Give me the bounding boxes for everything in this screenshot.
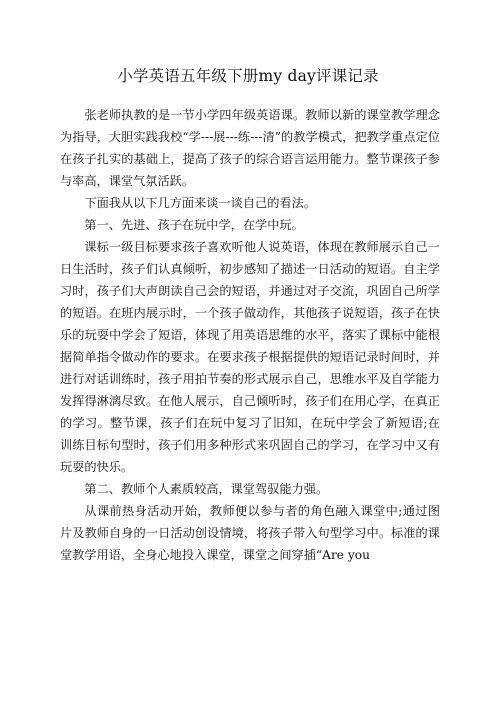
paragraph-second-detail: 从课前热身活动开始，教师便以参与者的角色融入课堂中;通过图片及教师自身的一日活动创设情境，将孩子带入句型学习中。标准的课堂教学用语，全身心地投入课堂，课堂之间穿插“Are you [60, 504, 440, 562]
paragraph-first-detail: 课标一级目标要求孩子喜欢听他人说英语，体现在教师展示自己一日生活时，孩子们认真倾听，初步感知了描述一日活动的短语。自主学习时，孩子们大声朗读自己会的短语，并通过对子交流，巩固自己所学的短语。在班内展示时，一个孩子做动作，其他孩子说短语，孩子在快乐的玩耍中学会了短语，体现了用英语思维的水平，落实了课标中能根据简单指令做动作的要求。在要求孩子根据提供的短语记录时间时，并进行对话训练时，孩子用拍节奏的形式展示自己，思维水平及自学能力发挥得淋漓尽致。在他人展示，自己倾听时，孩子们在用心学，在真正的学习。整节课，孩子们在玩中复习了旧知，在玩中学会了新短语;在训练目标句型时，孩子们用多种形式来巩固自己的学习，在学习中又有玩耍的快乐。 [60, 240, 440, 474]
paragraph-overview: 下面我从以下几方面来谈一谈自己的看法。 [84, 196, 316, 210]
document-body [60, 104, 440, 566]
paragraph-intro: 张老师执教的是一节小学四年级英语课。教师以新的课堂教学理念为指导，大胆实践我校“学---展---练---清”的教学模式，把教学重点定位在孩子扎实的基础上，提高了孩子的综合语言运用能力。整节课孩子参与率高，课堂气氛活跃。 [60, 108, 440, 188]
document-title: 小学英语五年级下册my day评课记录 [117, 67, 379, 85]
paragraph-heading-first: 第一、先进、孩子在玩中学，在学中玩。 [84, 218, 304, 232]
paragraph-heading-second: 第二、教师个人素质较高，课堂驾驭能力强。 [84, 482, 329, 496]
